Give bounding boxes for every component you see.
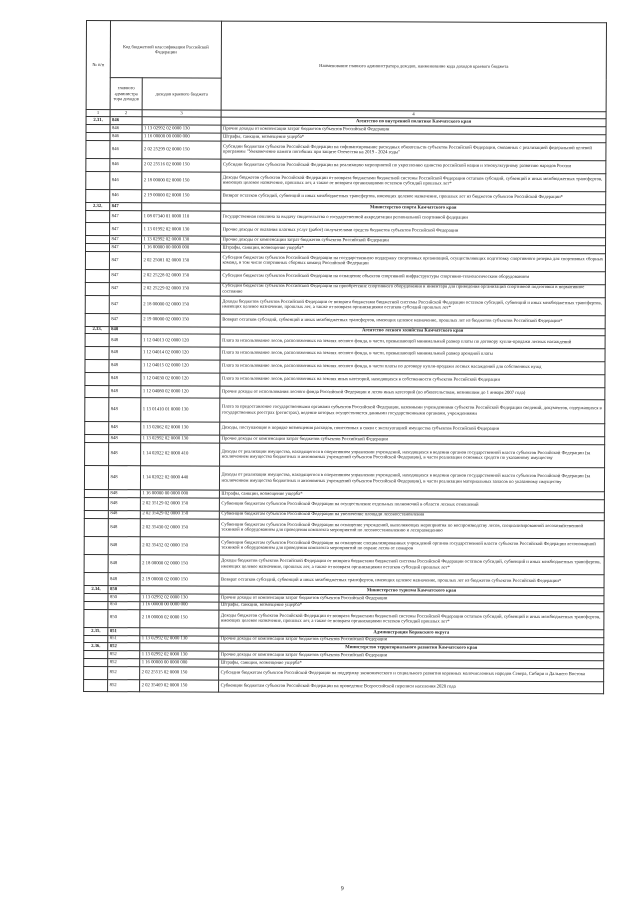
admin-code: 846 xyxy=(110,117,142,125)
row-number xyxy=(84,466,108,490)
admin-code: 847 xyxy=(109,295,141,313)
row-number xyxy=(85,243,109,251)
row-number xyxy=(84,601,108,609)
admin-code: 847 xyxy=(109,251,141,269)
admin-code: 852 xyxy=(108,651,140,659)
table-row xyxy=(84,555,604,576)
revenue-name: Государственная пошлина за выдачу свидетельства о государственной аккредитации региональной спортивной федерации xyxy=(221,211,606,225)
row-number xyxy=(85,422,109,435)
revenue-code: 2 02 35429 02 0000 150 xyxy=(140,511,219,519)
admin-code: 847 xyxy=(109,313,141,326)
table-row xyxy=(84,536,604,557)
revenue-code: 1 13 02992 02 0000 130 xyxy=(140,651,219,659)
row-number: 2.35. xyxy=(84,627,108,635)
admin-code: 848 xyxy=(109,334,141,347)
table-row xyxy=(84,609,604,630)
row-number xyxy=(86,190,110,203)
revenue-name: Плата за использование лесов, расположенных на землях лесного фонда, в части, превышающей минимальный размер платы по договору купли-продажи лесных насаждений xyxy=(220,334,605,348)
admin-code: 848 xyxy=(109,326,141,334)
admin-code: 848 xyxy=(109,398,141,422)
revenue-code: 1 13 02992 02 0000 130 xyxy=(142,236,221,244)
row-number: 2.34. xyxy=(84,586,108,594)
admin-code: 848 xyxy=(109,442,141,466)
row-number xyxy=(86,158,110,171)
row-number: 2.36. xyxy=(84,643,108,651)
revenue-code: 1 16 00000 00 0000 000 xyxy=(141,244,220,252)
revenue-code: 1 13 02062 02 0000 130 xyxy=(141,422,220,435)
row-number xyxy=(85,398,109,422)
row-number xyxy=(86,132,110,140)
revenue-name: Прочие доходы от оказания платных услуг (работ) получателями средств бюджетов субъектов Российской Федерации xyxy=(221,223,606,237)
admin-code: 848 xyxy=(108,573,140,586)
revenue-code: 2 18 00000 02 0000 150 xyxy=(140,555,219,574)
revenue-code: 2 02 25229 02 0000 150 xyxy=(141,283,220,296)
revenue-name: Министерство туризма Камчатского края xyxy=(219,586,604,595)
row-number xyxy=(84,518,108,536)
admin-code: 847 xyxy=(110,223,142,236)
revenue-code: 1 12 04030 02 0000 120 xyxy=(141,372,220,385)
admin-code: 847 xyxy=(109,244,141,252)
row-number xyxy=(85,282,109,295)
table-row xyxy=(84,518,604,539)
admin-code: 850 xyxy=(108,601,140,609)
admin-code: 848 xyxy=(109,347,141,360)
table-row xyxy=(84,466,604,492)
admin-code: 846 xyxy=(110,140,142,158)
revenue-code: 2 18 00000 02 0000 150 xyxy=(141,295,220,314)
revenue-code: 2 02 25299 02 0000 150 xyxy=(142,140,221,159)
revenue-name: Прочие доходы от компенсации затрат бюджетов субъектов Российской Федерации xyxy=(220,435,605,444)
row-number xyxy=(85,251,109,269)
revenue-code: 2 02 25228 02 0000 150 xyxy=(141,270,220,283)
revenue-name: Доходы от реализации имущества, находящегося в оперативном управлении учреждений, находящихся в ведении органов государственной власти субъектов Российской Федерации (за исключением имущества бюджетных и автономных учреждений субъектов Российской Федерации), в части реализации материальных запасов по указанному имуществу xyxy=(219,467,604,492)
revenue-name: Субсидии бюджетам субъектов Российской Федерации на реализацию мероприятий по укреплению единства российской нации и этнокультурному развитию народов России xyxy=(221,159,606,173)
table-row xyxy=(86,140,606,161)
row-number xyxy=(84,658,108,666)
header-code-group: Код бюджетной классификации Российской Федерации xyxy=(110,21,221,78)
revenue-name: Субвенции бюджетам субъектов Российской Федерации на оснащение учреждений, выполняющих мероприятия по воспроизводству лесов, специализированной лесохозяйственной техникой и оборудованием для проведения комплекса мероприятий по лесовосстановлению и лесоразведению xyxy=(219,519,604,539)
admin-code: 848 xyxy=(108,536,140,554)
row-number xyxy=(84,666,108,679)
admin-code: 846 xyxy=(110,159,142,172)
revenue-codes-table xyxy=(83,20,607,695)
row-number xyxy=(84,609,108,627)
header-code: доходов краевого бюджета xyxy=(142,78,221,110)
table-body xyxy=(84,117,607,694)
row-number xyxy=(86,140,110,158)
admin-code: 847 xyxy=(110,202,142,210)
revenue-name: Субвенции бюджетам субъектов Российской Федерации на оснащение специализированных учреждений органов государственной власти субъектов Российской Федерации лесопожарной техникой и оборудованием для проведения комплекса мероприятий по охране лесов от пожаров xyxy=(219,537,604,557)
revenue-name: Штрафы, санкции, возмещение ущерба* xyxy=(219,659,604,668)
admin-code: 852 xyxy=(108,679,140,692)
revenue-name: Плата за использование лесов, расположенных на землях лесного фонда, в части платы по договору купли-продажи лесных насаждений для собственных нужд xyxy=(220,360,605,374)
admin-code: 847 xyxy=(110,236,142,244)
index-cell: 3 xyxy=(142,109,221,117)
row-number xyxy=(85,313,109,326)
revenue-code: 1 16 00000 00 0000 000 xyxy=(142,133,221,141)
revenue-code: 2 02 35129 02 0000 150 xyxy=(140,498,219,511)
row-number xyxy=(84,536,108,554)
revenue-name: Доходы, поступающие в порядке возмещения расходов, понесенных в связи с эксплуатацией имущества субъектов Российской Федерации xyxy=(220,422,605,436)
row-number: 2.31. xyxy=(86,117,110,125)
table-row xyxy=(85,398,605,424)
index-cell: 4 xyxy=(221,110,606,119)
admin-code: 846 xyxy=(110,190,142,203)
revenue-name: Субсидии бюджетам субъектов Российской Федерации на приобретение спортивного оборудования и инвентаря для приведения организаций спортивной подготовки в нормативное состояние xyxy=(220,283,605,297)
revenue-name: Прочие доходы от компенсации затрат бюджетов субъектов Российской Федерации xyxy=(221,236,606,245)
revenue-code: 2 02 25515 02 0000 150 xyxy=(140,666,219,679)
revenue-name: Плата за использование лесов, расположенных на землях иных категорий, находящихся в собственности субъектов Российской Федерации xyxy=(220,373,605,387)
revenue-code: 2 02 35430 02 0000 150 xyxy=(140,518,219,537)
admin-code: 848 xyxy=(109,422,141,435)
revenue-name: Субсидии бюджетам субъектов Российской Федерации на поддержку экономического и социального развития коренных малочисленных народов Севера, Сибири и Дальнего Востока xyxy=(219,667,604,681)
revenue-name: Администрация Корякского округа xyxy=(219,628,604,637)
row-number xyxy=(86,223,110,236)
admin-code: 850 xyxy=(108,594,140,602)
admin-code: 848 xyxy=(108,510,140,518)
revenue-name: Возврат остатков субсидий, субвенций и иных межбюджетных трансфертов, имеющих целевое назначение, прошлых лет из бюджетов субъектов Российской Федерации* xyxy=(219,573,604,587)
document-page xyxy=(82,20,606,893)
revenue-code: 1 13 01410 01 0000 130 xyxy=(141,398,220,422)
revenue-name: Прочие доходы от компенсации затрат бюджетов субъектов Российской Федерации xyxy=(221,125,606,134)
header-admin: главного администра тора доходов xyxy=(110,77,142,109)
admin-code: 846 xyxy=(110,171,142,189)
revenue-code: 1 16 00000 00 0000 000 xyxy=(140,601,219,609)
row-number xyxy=(84,635,108,643)
revenue-name: Плата за предоставление государственными органами субъектов Российской Федерации, казенными учреждениями субъектов Российской Федерации сведений, документов, содержащихся в государственных реестрах (регистрах), ведение которых осуществляется данными государственными органами, учреждениями xyxy=(220,398,605,423)
revenue-name: Штрафы, санкции, возмещение ущерба* xyxy=(220,244,605,253)
table-row xyxy=(86,171,606,192)
row-number xyxy=(85,347,109,360)
row-number xyxy=(85,295,109,313)
revenue-name: Прочие доходы от использования лесного фонда Российской Федерации и лесов иных категорий (по обязательствам, возникшим до 1 января 2007 года) xyxy=(220,386,605,400)
table-row xyxy=(85,442,605,468)
row-number xyxy=(85,372,109,385)
revenue-name: Доходы бюджетов субъектов Российской Федерации от возврата бюджетами бюджетной системы Российской Федерации остатков субсидий, субвенций и иных межбюджетных трансфертов, имеющих целевое назначение, прошлых лет, а также от возврата организациями остатков субсидий прошлых лет* xyxy=(219,555,604,575)
revenue-name: Плата за использование лесов, расположенных на землях лесного фонда, в части, превышающей минимальный размер арендной платы xyxy=(220,347,605,361)
revenue-name: Субвенции бюджетам субъектов Российской Федерации на проведение Всероссийской переписи населения 2020 года xyxy=(219,680,604,694)
revenue-code: 2 19 00000 02 0000 150 xyxy=(142,190,221,203)
revenue-name: Субсидии бюджетам субъектов Российской Федерации на оснащение объектов спортивной инфраструктуры спортивно-технологическим оборудованием xyxy=(220,270,605,284)
revenue-name: Субвенции бюджетам субъектов Российской Федерации на осуществление отдельных полномочий в области лесных отношений xyxy=(219,498,604,512)
revenue-name: Штрафы, санкции, возмещение ущерба* xyxy=(219,490,604,499)
row-number xyxy=(86,210,110,223)
revenue-name: Субсидии бюджетам субъектов Российской Федерации на софинансирование расходных обязательств субъектов Российской Федерации, связанных с реализацией федеральной целевой программы "Увековечение памяти погибших при защите Отечества на 2019 - 2024 годы" xyxy=(221,141,606,161)
revenue-code: 1 08 07340 01 0000 110 xyxy=(142,210,221,223)
row-number xyxy=(86,125,110,133)
revenue-code: 2 18 00000 02 0000 150 xyxy=(140,609,219,628)
header-name: Наименование главного администратора доходов, наименование кода доходов краевого бюджета xyxy=(221,21,606,111)
row-number xyxy=(85,269,109,282)
row-number xyxy=(85,359,109,372)
admin-code: 848 xyxy=(108,498,140,511)
admin-code: 848 xyxy=(108,466,140,490)
revenue-name: Возврат остатков субсидий, субвенций и иных межбюджетных трансфертов, имеющих целевое назначение, прошлых лет из бюджетов субъектов Российской Федерации* xyxy=(221,190,606,204)
admin-code: 848 xyxy=(109,385,141,398)
index-cell: 2 xyxy=(110,109,142,117)
revenue-name: Прочие доходы от компенсации затрат бюджетов субъектов Российской Федерации xyxy=(219,594,604,603)
revenue-name: Министерство территориального развития Камчатского края xyxy=(219,643,604,652)
table-row xyxy=(84,679,604,694)
admin-code: 846 xyxy=(110,133,142,141)
revenue-code: 2 19 00000 02 0000 150 xyxy=(141,314,220,327)
index-cell: 1 xyxy=(86,109,110,117)
revenue-code: 1 12 04013 02 0000 120 xyxy=(141,334,220,347)
row-number xyxy=(84,593,108,601)
revenue-code: 1 12 04015 02 0000 120 xyxy=(141,360,220,373)
row-number xyxy=(86,236,110,244)
row-number xyxy=(86,171,110,189)
revenue-name: Прочие доходы от компенсации затрат бюджетов субъектов Российской Федерации xyxy=(219,636,604,645)
revenue-code: 2 02 25516 02 0000 150 xyxy=(142,159,221,172)
page-number: 9 xyxy=(340,886,344,893)
revenue-code: 1 13 02992 02 0000 130 xyxy=(140,594,219,602)
revenue-code: 1 14 02022 02 0000 410 xyxy=(141,442,220,466)
admin-code: 850 xyxy=(108,586,140,594)
admin-code: 848 xyxy=(108,518,140,536)
revenue-name: Штрафы, санкции, возмещение ущерба* xyxy=(221,133,606,142)
admin-code: 848 xyxy=(108,490,140,498)
admin-code: 851 xyxy=(108,635,140,643)
row-number xyxy=(84,679,108,692)
admin-code: 848 xyxy=(109,360,141,373)
admin-code: 848 xyxy=(109,434,141,442)
row-number xyxy=(84,555,108,573)
admin-code: 848 xyxy=(109,372,141,385)
admin-code: 847 xyxy=(109,270,141,283)
admin-code: 852 xyxy=(108,659,140,667)
revenue-name: Доходы бюджетов субъектов Российской Федерации от возврата бюджетами бюджетной системы Российской Федерации остатков субсидий, субвенций и иных межбюджетных трансфертов, имеющих целевое назначение, прошлых лет, а также от возврата организациями остатков субсидий прошлых лет* xyxy=(220,296,605,316)
revenue-name: Штрафы, санкции, возмещение ущерба* xyxy=(219,602,604,611)
revenue-name: Возврат остатков субсидий, субвенций и иных межбюджетных трансфертов, имеющих целевое назначение, прошлых лет из бюджетов субъектов Российской Федерации* xyxy=(220,314,605,328)
revenue-name: Агентство по внутренней политике Камчатского края xyxy=(221,117,606,126)
table-row xyxy=(85,251,605,272)
row-number xyxy=(84,510,108,518)
revenue-code: 1 12 04080 02 0000 120 xyxy=(141,385,220,398)
revenue-name: Министерство спорта Камчатского края xyxy=(221,203,606,212)
revenue-code: 2 19 00000 02 0000 150 xyxy=(140,573,219,586)
revenue-code: 2 02 35432 02 0000 150 xyxy=(140,537,219,556)
revenue-code: 1 16 00000 00 0000 000 xyxy=(140,659,219,667)
row-number xyxy=(84,651,108,659)
table-row xyxy=(85,295,605,316)
row-number xyxy=(85,442,109,466)
revenue-code: 1 16 00000 00 0000 000 xyxy=(140,490,219,498)
row-number: 2.32. xyxy=(86,202,110,210)
row-number xyxy=(85,334,109,347)
row-number xyxy=(85,434,109,442)
header-num: № п/п xyxy=(86,21,110,110)
admin-code: 846 xyxy=(110,125,142,133)
revenue-name: Субсидии бюджетам субъектов Российской Федерации на государственную поддержку спортивных организаций, осуществляющих подготовку спортивного резерва для спортивных сборных команд, в том числе спортивных сборных команд Российской Федерации xyxy=(220,252,605,272)
row-number xyxy=(85,385,109,398)
revenue-code: 2 02 35469 02 0000 150 xyxy=(140,679,219,692)
revenue-code: 2 18 00000 02 0000 150 xyxy=(142,171,221,190)
admin-code: 850 xyxy=(108,609,140,627)
admin-code: 852 xyxy=(108,643,140,651)
revenue-name: Агентство лесного хозяйства Камчатского края xyxy=(220,327,605,336)
revenue-code: 2 02 25081 02 0000 150 xyxy=(141,251,220,270)
admin-code: 848 xyxy=(108,555,140,573)
admin-code: 847 xyxy=(110,210,142,223)
revenue-code: 1 14 02022 02 0000 440 xyxy=(140,466,219,490)
row-number xyxy=(84,573,108,586)
admin-code: 847 xyxy=(109,282,141,295)
revenue-code: 1 13 02992 02 0000 130 xyxy=(142,125,221,133)
revenue-name: Прочие доходы от компенсации затрат бюджетов субъектов Российской Федерации xyxy=(219,651,604,660)
revenue-code: 1 13 01992 02 0000 130 xyxy=(142,223,221,236)
revenue-name: Субвенции бюджетам субъектов Российской Федерации на увеличение площади лесовосстановления xyxy=(219,511,604,520)
revenue-code: 1 13 02992 02 0000 130 xyxy=(140,635,219,643)
row-number xyxy=(84,497,108,510)
row-number: 2.33. xyxy=(85,326,109,334)
revenue-name: Доходы бюджетов субъектов Российской Федерации от возврата бюджетами бюджетной системы Российской Федерации остатков субсидий, субвенций и иных межбюджетных трансфертов, имеющих целевое назначение, прошлых лет, а также от возврата организациями остатков субсидий прошлых лет* xyxy=(221,172,606,192)
revenue-name: Доходы бюджетов субъектов Российской Федерации от возврата бюджетами бюджетной системы Российской Федерации остатков субсидий, субвенций и иных межбюджетных трансфертов, имеющих целевое назначение, прошлых лет, а также от возврата организациями остатков субсидий прошлых лет* xyxy=(219,610,604,630)
revenue-name: Доходы от реализации имущества, находящегося в оперативном управлении учреждений, находящихся в ведении органов государственной власти субъектов Российской Федерации (за исключением имущества бюджетных и автономных учреждений субъектов Российской Федерации), в части реализации основных средств по указанному имуществу xyxy=(220,443,605,468)
revenue-code: 1 12 04014 02 0000 120 xyxy=(141,347,220,360)
row-number xyxy=(84,490,108,498)
admin-code: 852 xyxy=(108,666,140,679)
revenue-code: 1 13 02992 02 0000 130 xyxy=(141,435,220,443)
admin-code: 851 xyxy=(108,627,140,635)
